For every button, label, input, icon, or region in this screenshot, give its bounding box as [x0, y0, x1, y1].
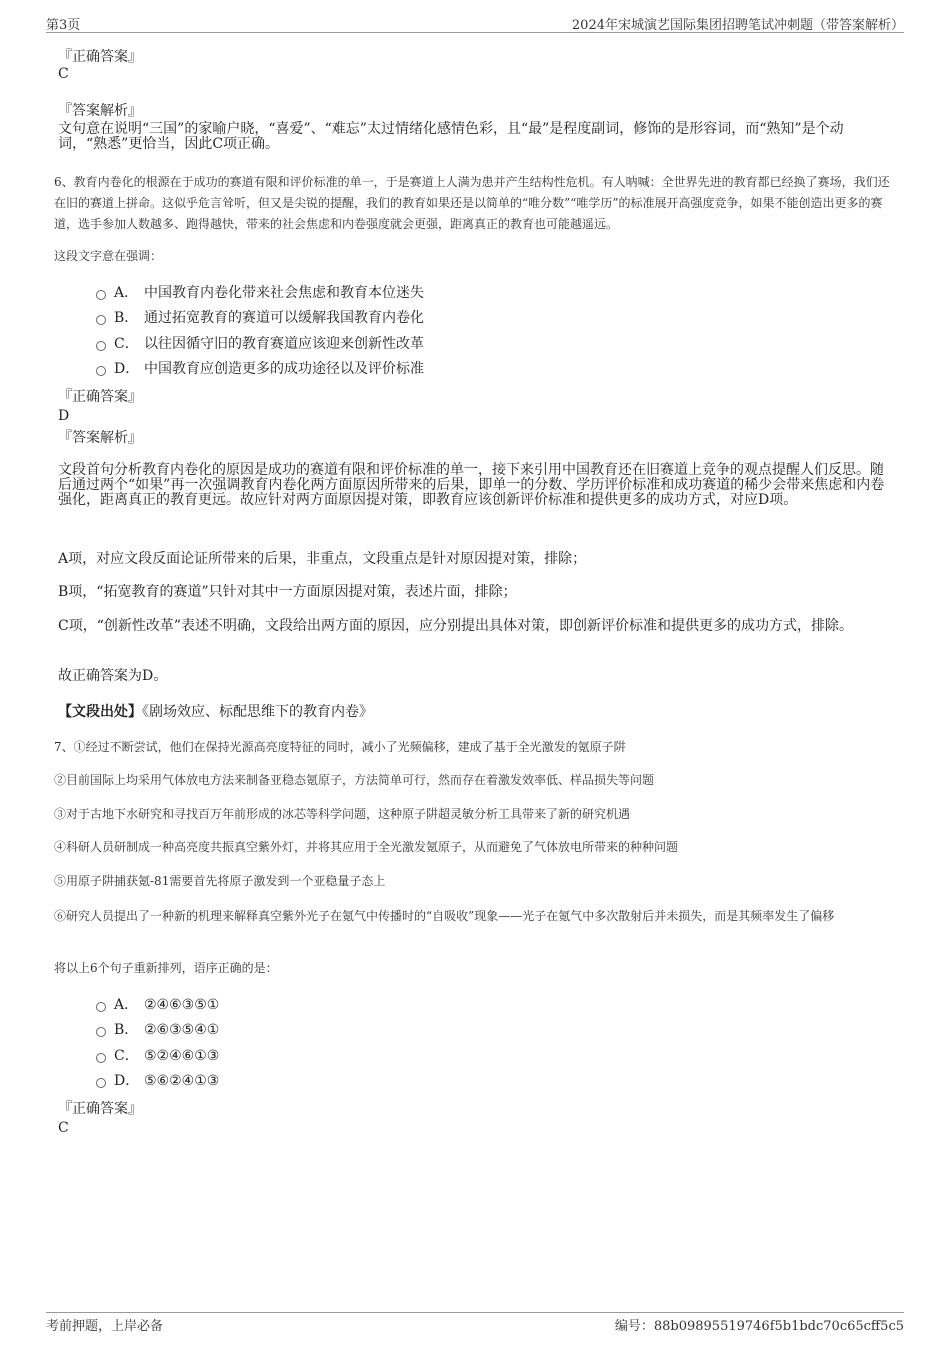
q7-prompt: 将以上6个句子重新排列，语序正确的是： — [54, 961, 278, 975]
q6-stem: 6、教育内卷化的根源在于成功的赛道有限和评价标准的单一，于是赛道上人满为患并产生结构性危机。有人呐喊：全世界先进的教育都已经换了赛场，我们还在旧的赛道上拼命。这似乎危言耸听，但又是尖锐的提醒，我们的教育如果还是以简单的“唯分数”“唯学历”的标准展开高强度竞争，如果不能创造出更多的赛道，选手参加人数越多、跑得越快，带来的社会焦虑和内卷强度就会更强，距离真正的教育也可能越遥远。 — [54, 175, 890, 231]
q6-option-c[interactable]: C． 以往因循守旧的教育赛道应该迎来创新性改革 — [96, 335, 424, 353]
page-footer — [46, 1312, 904, 1335]
radio-icon[interactable] — [96, 315, 106, 325]
radio-icon[interactable] — [96, 290, 106, 300]
q6-source: 【文段出处】《剧场效应、标配思维下的教育内卷》 — [58, 704, 373, 720]
radio-icon[interactable] — [96, 366, 106, 376]
q5-analysis: 文句意在说明“三国”的家喻户晓，“喜爱”、“难忘”太过情绪化感情色彩，且“最”是程度副词，修饰的是形容词，而“熟知”是个动词，“熟悉”更恰当，因此C项正确。 — [58, 121, 844, 152]
q7-option-d[interactable]: D． ⑤⑥②④①③ — [96, 1072, 219, 1090]
q5-analysis-label: 『答案解析』 — [58, 103, 142, 119]
radio-icon[interactable] — [96, 1078, 106, 1088]
footer-serial: 编号：88b09895519746f5b1bdc70c65cff5c5 — [614, 1319, 904, 1334]
q6-option-b[interactable]: B． 通过拓宽教育的赛道可以缓解我国教育内卷化 — [96, 309, 424, 327]
q6-analysis-conclusion: 故正确答案为D。 — [58, 668, 168, 684]
q6-analysis-c: C项，“创新性改革”表述不明确，文段给出两方面的原因，应分别提出具体对策，即创新评价标准和提供更多的成功方式，排除。 — [58, 618, 854, 634]
q7-sentence-6: ⑥研究人员提出了一种新的机理来解释真空紫外光子在氪气中传播时的“自吸收”现象——光子在氪气中多次散射后并未损失，而是其频率发生了偏移 — [54, 909, 835, 923]
q6-analysis-label: 『答案解析』 — [58, 430, 142, 446]
q6-answer-label: 『正确答案』 — [58, 389, 142, 405]
q6-analysis-main: 文段首句分析教育内卷化的原因是成功的赛道有限和评价标准的单一，接下来引用中国教育还在旧赛道上竞争的观点提醒人们反思。随后通过两个“如果”再一次强调教育内卷化两方面原因所带来的后果，即单一的分数、学历评价标准和成功赛道的稀少会带来焦虑和内卷强化，距离真正的教育更远。故应针对两方面原因提对策，即教育应该创新评价标准和提供更多的成功方式，对应D项。 — [58, 462, 885, 508]
q7-answer-label: 『正确答案』 — [58, 1101, 142, 1117]
q6-option-a[interactable]: A． 中国教育内卷化带来社会焦虑和教育本位迷失 — [96, 284, 424, 302]
q5-answer-label: 『正确答案』 — [58, 49, 142, 65]
q6-analysis-a: A项，对应文段反面论证所带来的后果，非重点，文段重点是针对原因提对策，排除； — [58, 551, 587, 567]
footer-slogan: 考前押题，上岸必备 — [46, 1319, 164, 1334]
q7-option-a[interactable]: A． ②④⑥③⑤① — [96, 996, 219, 1014]
q7-sentence-4: ④科研人员研制成一种高亮度共振真空紫外灯，并将其应用于全光激发氪原子，从而避免了气体放电所带来的种种问题 — [54, 840, 679, 854]
q5-answer: C — [58, 66, 69, 82]
q6-option-d[interactable]: D． 中国教育应创造更多的成功途径以及评价标准 — [96, 360, 424, 378]
q7-answer: C — [58, 1120, 69, 1136]
q7-sentence-2: ②目前国际上均采用气体放电方法来制备亚稳态氪原子，方法简单可行，然而存在着激发效率低、样品损失等问题 — [54, 773, 655, 787]
q6-prompt: 这段文字意在强调： — [54, 249, 163, 263]
page-header — [46, 14, 904, 33]
radio-icon[interactable] — [96, 1053, 106, 1063]
page-number: 第3页 — [46, 18, 81, 33]
q7-option-c[interactable]: C． ⑤②④⑥①③ — [96, 1047, 219, 1065]
q7-sentence-1: 7、①经过不断尝试，他们在保持光源高亮度特征的同时，减小了光频偏移，建成了基于全光激发的氪原子阱 — [54, 740, 626, 754]
q6-answer: D — [58, 408, 70, 424]
q6-analysis-b: B项，“拓宽教育的赛道”只针对其中一方面原因提对策，表述片面，排除； — [58, 584, 517, 600]
radio-icon[interactable] — [96, 1027, 106, 1037]
q7-sentence-3: ③对于古地下水研究和寻找百万年前形成的冰芯等科学问题，这种原子阱超灵敏分析工具带来了新的研究机遇 — [54, 807, 631, 821]
radio-icon[interactable] — [96, 1002, 106, 1012]
q7-sentence-5: ⑤用原子阱捕获氪-81需要首先将原子激发到一个亚稳量子态上 — [54, 874, 386, 888]
document-title: 2024年宋城演艺国际集团招聘笔试冲刺题（带答案解析） — [571, 18, 904, 33]
q7-option-b[interactable]: B． ②⑥③⑤④① — [96, 1021, 219, 1039]
radio-icon[interactable] — [96, 341, 106, 351]
